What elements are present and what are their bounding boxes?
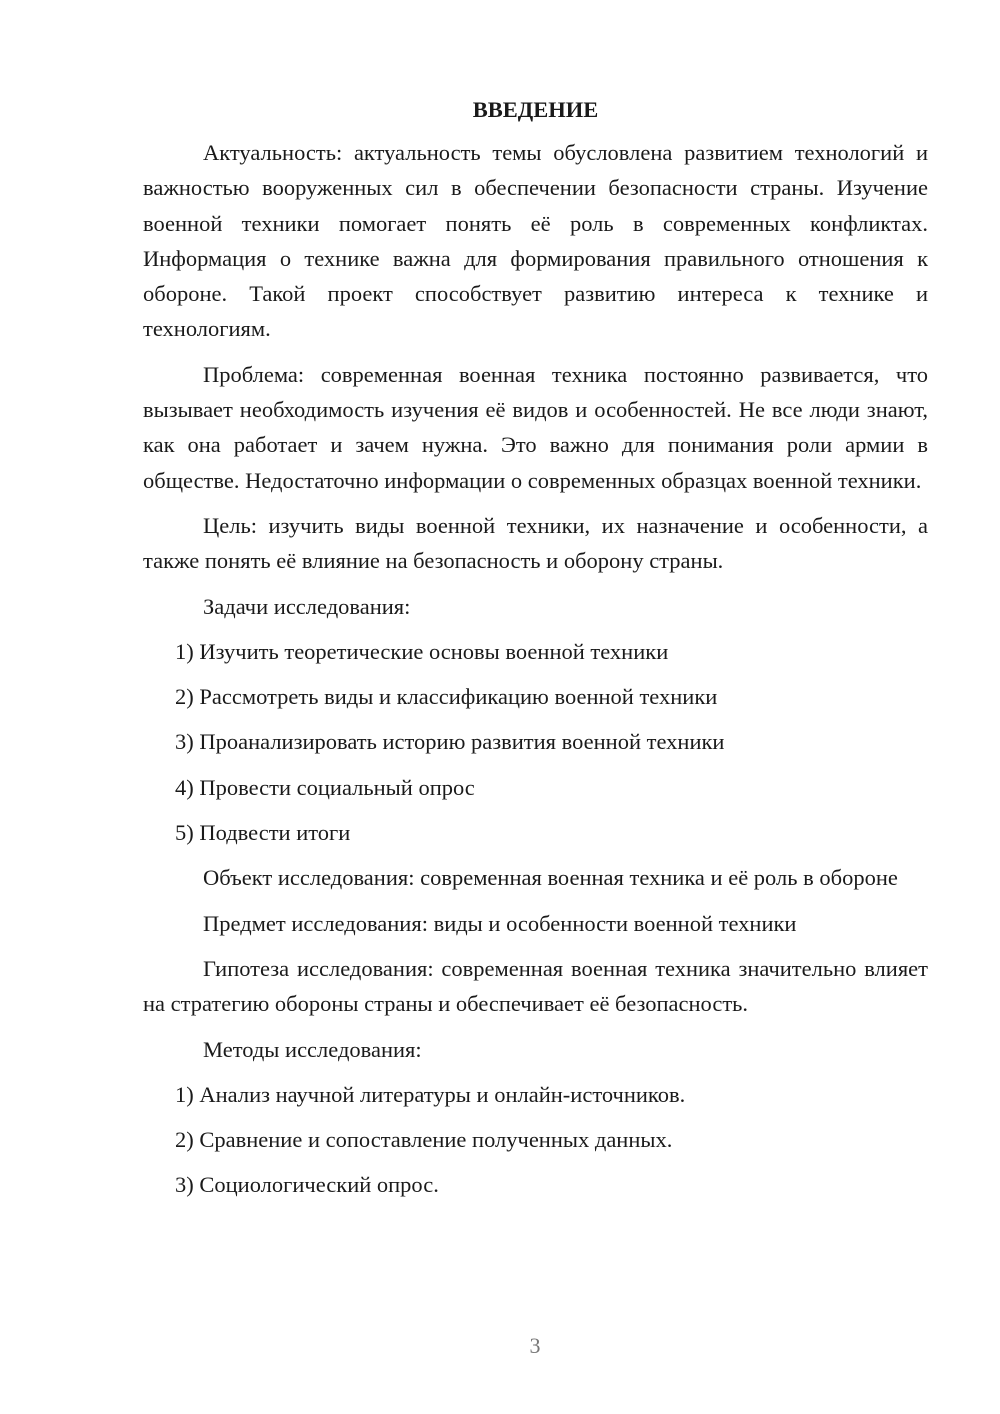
method-item: 2) Сравнение и сопоставление полученных данных. bbox=[175, 1127, 673, 1153]
subject-line: Предмет исследования: виды и особенности военной техники bbox=[203, 910, 797, 936]
task-item: 1) Изучить теоретические основы военной техники bbox=[175, 638, 669, 664]
relevance-paragraph: Актуальность: актуальность темы обусловлена развитием технологий и важностью вооруженных сил в обеспечении безопасности страны. Изучение военной техники помогает понять её роль в современных конфликтах. Информация о технике важна для формирования правильного отношения к обороне. Такой проект способствует развитию интереса к технике и технологиям. bbox=[143, 140, 928, 342]
task-item: 3) Проанализировать историю развития военной техники bbox=[175, 729, 725, 755]
task-item: 5) Подвести итоги bbox=[175, 820, 351, 846]
tasks-title: Задачи исследования: bbox=[203, 593, 411, 619]
hypothesis-paragraph: Гипотеза исследования: современная военная техника значительно влияет на стратегию обороны страны и обеспечивает её безопасность. bbox=[143, 955, 928, 1017]
method-item: 3) Социологический опрос. bbox=[175, 1172, 439, 1198]
tasks-list bbox=[143, 634, 928, 850]
section-heading: ВВЕДЕНИЕ bbox=[472, 97, 599, 122]
page-number: 3 bbox=[529, 1333, 541, 1358]
object-paragraph: Объект исследования: современная военная техника и её роль в обороне bbox=[203, 865, 898, 891]
task-item: 2) Рассмотреть виды и классификацию военной техники bbox=[175, 684, 718, 710]
method-item: 1) Анализ научной литературы и онлайн-источников. bbox=[175, 1081, 686, 1107]
task-item: 4) Провести социальный опрос bbox=[175, 774, 475, 800]
problem-paragraph: Проблема: современная военная техника постоянно развивается, что вызывает необходимость изучения её видов и особенностей. Не все люди знают, как она работает и зачем нужна. Это важно для понимания роли армии в обществе. Недостаточно информации о современных образцах военной техники. bbox=[143, 361, 928, 493]
methods-list bbox=[143, 1077, 928, 1203]
methods-title: Методы исследования: bbox=[203, 1036, 422, 1062]
page-content bbox=[143, 95, 928, 1213]
goal-paragraph: Цель: изучить виды военной техники, их назначение и особенности, а также понять её влияние на безопасность и оборону страны. bbox=[143, 512, 928, 574]
